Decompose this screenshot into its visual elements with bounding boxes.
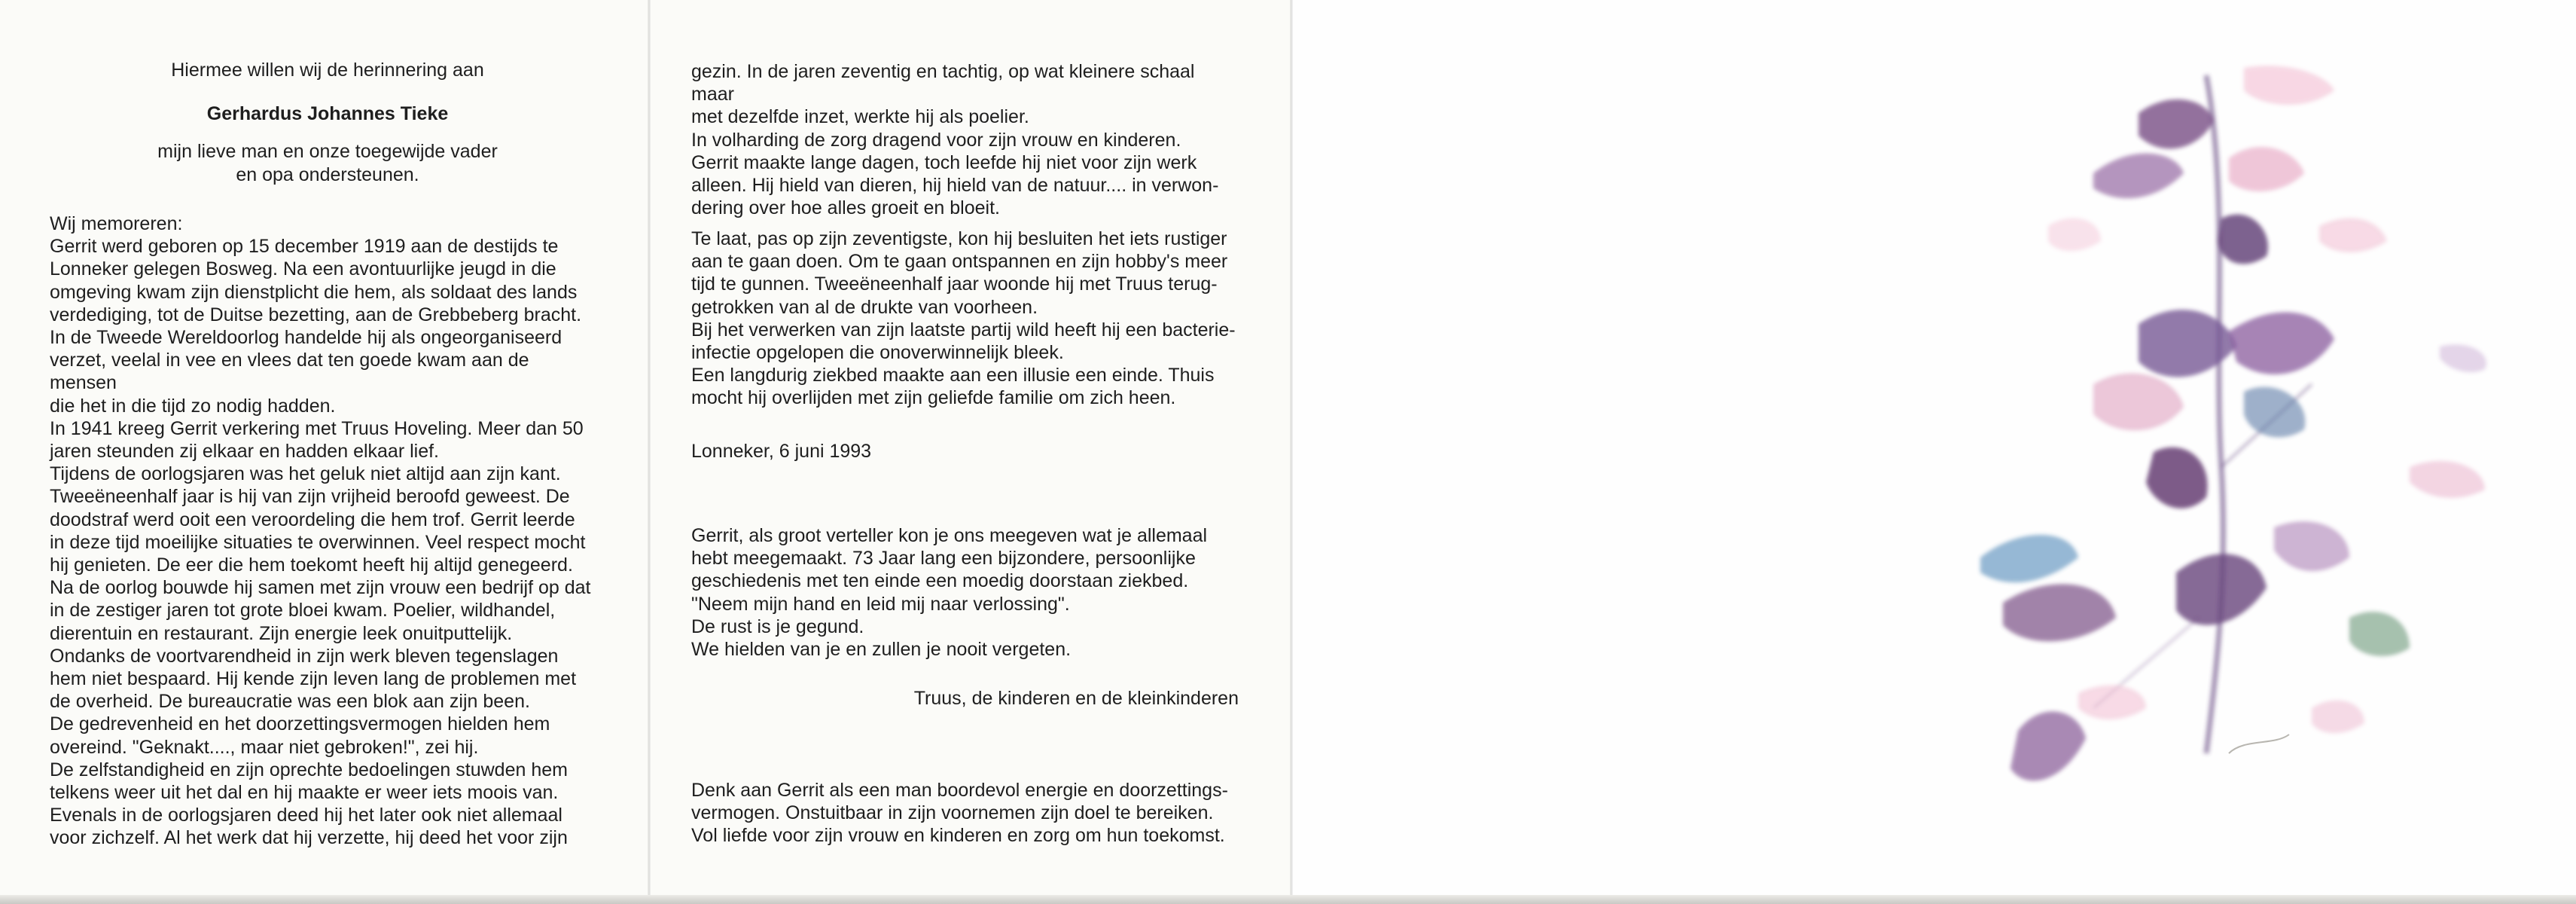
text-line: Bij het verwerken van zijn laatste partij wild heeft hij een bacterie- <box>691 319 1236 341</box>
text-line: dierentuin en restaurant. Zijn energie leek onuitputtelijk. <box>50 622 513 644</box>
page-edge <box>0 895 2576 904</box>
text-line: aan te gaan doen. Om te gaan ontspannen en zijn hobby's meer <box>691 251 1228 273</box>
text-line: In de Tweede Wereldoorlog handelde hij als ongeorganiseerd <box>50 327 562 349</box>
signature: Truus, de kinderen en de kleinkinderen <box>913 688 1239 709</box>
text-line: alleen. Hij hield van dieren, hij hield van de natuur.... in verwon- <box>691 175 1219 197</box>
leaf-shape <box>2349 612 2410 656</box>
text-line: telkens weer uit het dal en hij maakte er weer iets moois van. <box>50 782 559 804</box>
memorial-text-left <box>50 212 596 850</box>
text-line: doodstraf werd ooit een veroordeling die hem trof. Gerrit leerde <box>50 508 575 530</box>
text-line: Evenals in de oorlogsjaren deed hij het later ook niet allemaal <box>50 805 562 826</box>
deceased-name: Gerhardus Johannes Tieke <box>206 103 449 125</box>
fold-line <box>1290 0 1293 901</box>
text-line: Te laat, pas op zijn zeventigste, kon hij besluiten het iets rustiger <box>691 228 1227 249</box>
petal-shape <box>2312 701 2364 734</box>
text-line: Vol liefde voor zijn vrouw en kinderen en zorg om hun toekomst. <box>691 825 1225 847</box>
text-line: "Neem mijn hand en leid mij naar verlossing". <box>691 593 1070 615</box>
text-line: Een langdurig ziekbed maakte aan een illusie een einde. Thuis <box>691 365 1215 386</box>
text-line: dering over hoe alles groeit en bloeit. <box>691 197 1000 219</box>
text-line: De zelfstandigheid en zijn oprechte bedoelingen stuwden hem <box>50 759 568 780</box>
memorial-text-middle-1 <box>691 60 1239 219</box>
text-line: verdediging, tot de Duitse bezetting, aan de Grebbeberg bracht. <box>50 304 582 325</box>
text-line: Tijdens de oorlogsjaren was het geluk niet altijd aan zijn kant. <box>50 463 561 485</box>
leaf-shape <box>2093 154 2184 199</box>
text-line: omgeving kwam zijn dienstplicht die hem, als soldaat des lands <box>50 281 578 303</box>
petal-shape <box>2244 66 2334 105</box>
text-line: infectie opgelopen die onoverwinnelijk bleek. <box>691 342 1064 364</box>
petal-shape <box>2274 521 2349 571</box>
leaf-shape <box>2010 712 2086 781</box>
petal-shape <box>2319 218 2387 252</box>
leaf-shape <box>1980 535 2078 582</box>
petal-shape <box>2410 461 2485 498</box>
intro-sub-line: mijn lieve man en onze toegewijde vader <box>157 141 498 163</box>
intro-sub-line: en opa ondersteunen. <box>236 163 419 185</box>
place-date: Lonneker, 6 juni 1993 <box>691 441 872 462</box>
text-line: in de zestiger jaren tot grote bloei kwam. Poelier, wildhandel, <box>50 600 556 622</box>
text-line: vermogen. Onstuitbaar in zijn voornemen zijn doel te bereiken. <box>691 802 1214 824</box>
stem-stroke <box>2206 75 2223 753</box>
text-line: De gedrevenheid en het doorzettingsvermogen hielden hem <box>50 713 550 735</box>
text-line: In 1941 kreeg Gerrit verkering met Truus Hoveling. Meer dan 50 <box>50 417 584 439</box>
artist-signature-mark <box>2229 734 2289 753</box>
fold-line <box>648 0 651 901</box>
text-line: voor zichzelf. Al het werk dat hij verzette, hij deed het voor zijn <box>50 827 568 849</box>
text-line: Tweeëneenhalf jaar is hij van zijn vrijheid beroofd geweest. De <box>50 486 570 508</box>
text-line: gezin. In de jaren zeventig en tachtig, op wat kleinere schaal maar <box>691 61 1195 105</box>
memorial-text-middle-2 <box>691 228 1239 410</box>
text-line: In volharding de zorg dragend voor zijn vrouw en kinderen. <box>691 129 1181 151</box>
text-line: de overheid. De bureaucratie was een blok aan zijn been. <box>50 691 530 713</box>
petal-shape <box>2093 374 2184 431</box>
text-line: Wij memoreren: <box>50 213 183 234</box>
text-line: met dezelfde inzet, werkte hij als poelier. <box>691 106 1029 128</box>
text-line: Lonneker gelegen Bosweg. Na een avontuurlijke jeugd in die <box>50 258 556 280</box>
closing-text <box>691 779 1239 848</box>
text-line: We hielden van je en zullen je nooit vergeten. <box>691 639 1072 661</box>
leaf-shape <box>2176 554 2267 625</box>
leaf-shape <box>2244 387 2305 438</box>
text-line: Ondanks de voortvarendheid in zijn werk bleven tegenslagen <box>50 645 559 667</box>
leaf-shape <box>2229 313 2334 374</box>
text-line: Gerrit, als groot verteller kon je ons meegeven wat je allemaal <box>691 525 1208 546</box>
leaf-shape <box>2139 99 2214 149</box>
text-line: verzet, veelal in vee en vlees dat ten goede kwam aan de mensen <box>50 350 529 394</box>
text-line: overeind. "Geknakt...., maar niet gebroken!", zei hij. <box>50 736 479 758</box>
text-line: hij genieten. De eer die hem toekomt heeft hij altijd genegeerd. <box>50 554 573 576</box>
text-line: Gerrit werd geboren op 15 december 1919 aan de destijds te <box>50 236 559 258</box>
petal-shape <box>2440 344 2486 372</box>
text-line: die het in die tijd zo nodig hadden. <box>50 395 336 417</box>
text-line: mocht hij overlijden met zijn geliefde familie om zich heen. <box>691 387 1176 409</box>
intro-line: Hiermee willen wij de herinnering aan <box>171 60 484 81</box>
text-line: De rust is je gegund. <box>691 615 864 637</box>
text-line: Gerrit maakte lange dagen, toch leefde hij niet voor zijn werk <box>691 151 1197 173</box>
intro-block <box>124 59 531 186</box>
text-line: Na de oorlog bouwde hij samen met zijn vrouw een bedrijf op dat <box>50 577 591 599</box>
petal-shape <box>2229 147 2304 191</box>
text-line: jaren steunden zij elkaar en hadden elkaar lief. <box>50 441 440 463</box>
leaf-shape <box>2146 447 2208 508</box>
leaf-shape <box>2003 584 2116 641</box>
petal-shape <box>2078 686 2146 719</box>
text-line: hem niet bespaard. Hij kende zijn leven lang de problemen met <box>50 668 577 690</box>
watercolor-flower-artwork <box>1958 45 2530 874</box>
text-line: geschiedenis met ten einde een moedig doorstaan ziekbed. <box>691 570 1189 592</box>
text-line: hebt meegemaakt. 73 Jaar lang een bijzondere, persoonlijke <box>691 548 1196 570</box>
text-line: in deze tijd moeilijke situaties te overwinnen. Veel respect mocht <box>50 531 586 553</box>
text-line: tijd te gunnen. Tweeëneenhalf jaar woonde hij met Truus terug- <box>691 273 1218 295</box>
text-line: getrokken van al de drukte van voorheen. <box>691 296 1038 318</box>
farewell-text <box>691 524 1239 661</box>
leaf-shape <box>2218 215 2268 264</box>
petal-shape <box>2048 218 2101 252</box>
text-line: Denk aan Gerrit als een man boordevol energie en doorzettings- <box>691 780 1228 801</box>
